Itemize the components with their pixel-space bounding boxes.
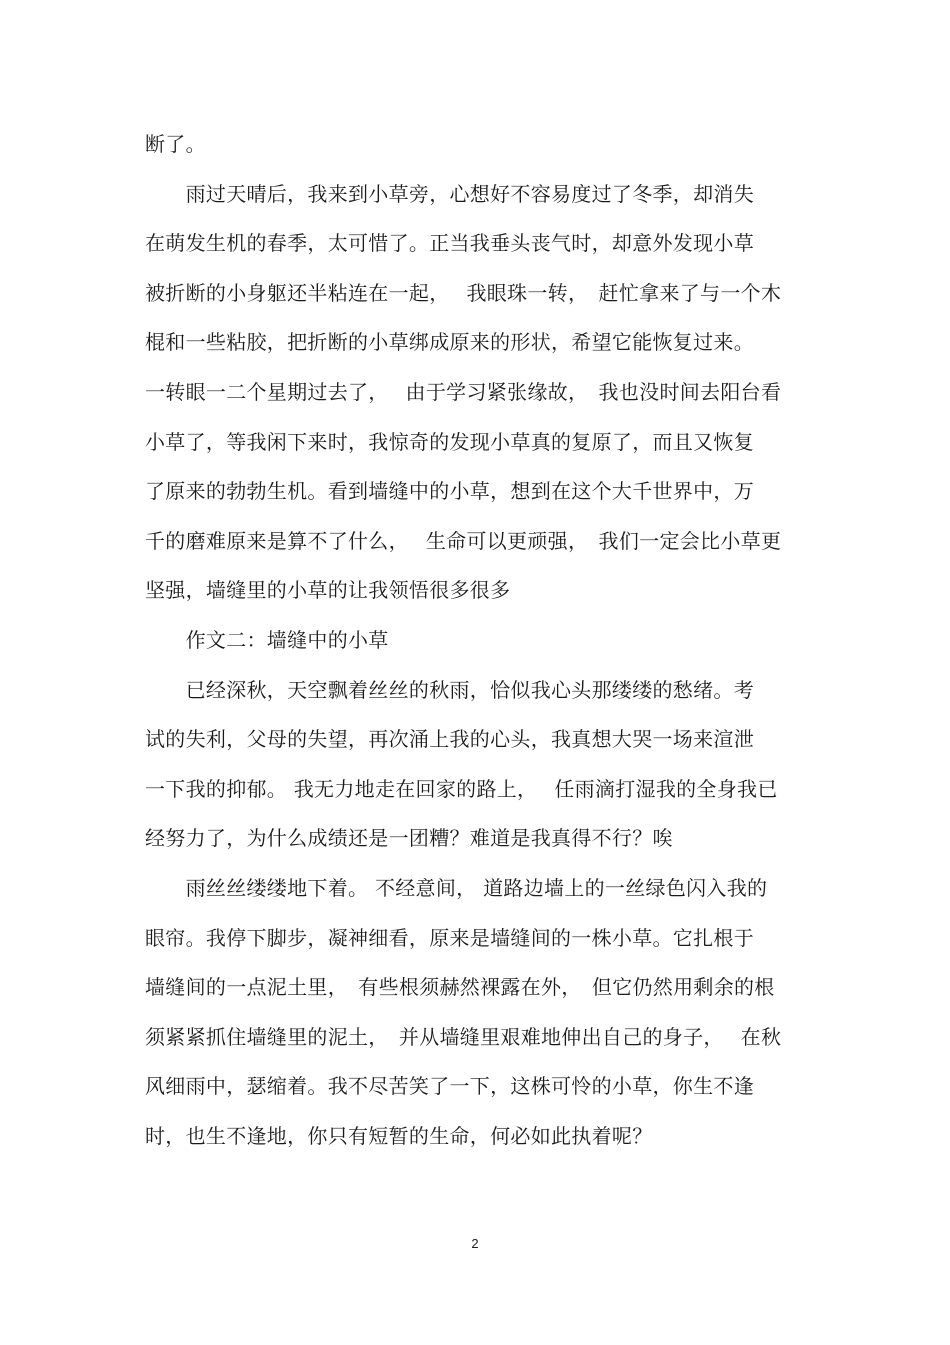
text-line: 须紧紧抓住墙缝里的泥土， 并从墙缝里艰难地伸出自己的身子， 在秋 <box>145 1025 782 1049</box>
text-line: 被折断的小身躯还半粘连在一起， 我眼珠一转， 赶忙拿来了与一个木 <box>145 281 782 305</box>
text-line: 试的失利，父母的失望，再次涌上我的心头，我真想大哭一场来渲泄 <box>145 727 754 751</box>
text-line: 了原来的勃勃生机。看到墙缝中的小草，想到在这个大千世界中，万 <box>145 479 754 503</box>
text-line: 棍和一些粘胶，把折断的小草绑成原来的形状，希望它能恢复过来。 <box>145 330 754 354</box>
text-line: 断了。 <box>145 132 206 156</box>
text-line: 雨过天晴后，我来到小草旁，心想好不容易度过了冬季，却消失 <box>145 182 754 206</box>
text-line: 在萌发生机的春季，太可惜了。正当我垂头丧气时，却意外发现小草 <box>145 231 754 255</box>
text-line: 一转眼一二个星期过去了， 由于学习紧张缘故， 我也没时间去阳台看 <box>145 380 782 404</box>
text-line: 雨丝丝缕缕地下着。 不经意间， 道路边墙上的一丝绿色闪入我的 <box>145 876 768 900</box>
text-line: 眼帘。我停下脚步，凝神细看，原来是墙缝间的一株小草。它扎根于 <box>145 926 754 950</box>
page-number: 2 <box>471 1236 479 1251</box>
text-line: 墙缝间的一点泥土里， 有些根须赫然裸露在外， 但它仍然用剩余的根 <box>145 975 775 999</box>
text-line: 一下我的抑郁。 我无力地走在回家的路上， 任雨滴打湿我的全身我已 <box>145 777 778 801</box>
text-line: 时，也生不逢地，你只有短暂的生命，何必如此执着呢？ <box>145 1124 653 1148</box>
text-line: 作文二：墙缝中的小草 <box>145 628 389 652</box>
text-line: 风细雨中，瑟缩着。我不尽苦笑了一下，这株可怜的小草，你生不逢 <box>145 1074 754 1098</box>
text-line: 已经深秋，天空飘着丝丝的秋雨，恰似我心头那缕缕的愁绪。考 <box>145 678 754 702</box>
text-line: 经努力了，为什么成绩还是一团糟？难道是我真得不行？唉 <box>145 826 673 850</box>
text-line: 坚强，墙缝里的小草的让我领悟很多很多 <box>145 578 511 602</box>
text-line: 小草了，等我闲下来时，我惊奇的发现小草真的复原了，而且又恢复 <box>145 430 754 454</box>
text-line: 千的磨难原来是算不了什么， 生命可以更顽强， 我们一定会比小草更 <box>145 529 782 553</box>
